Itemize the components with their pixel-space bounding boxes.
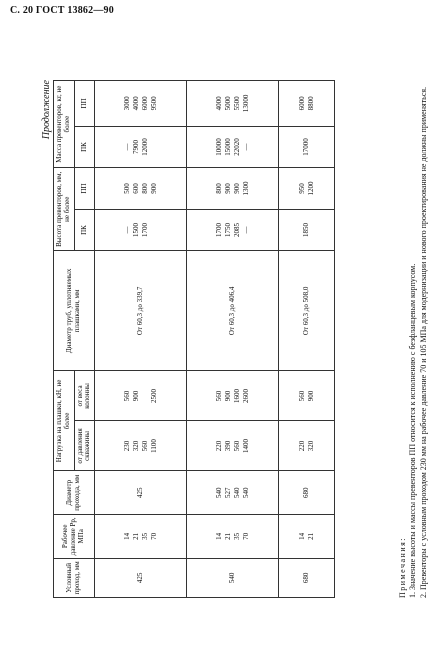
cell-line: 800: [140, 183, 149, 194]
cell-line: 2600: [241, 388, 250, 403]
cell-line: 14: [298, 532, 307, 540]
cell-line: 1750: [224, 223, 233, 238]
cell-line: 900: [132, 390, 141, 402]
cell-line: 35: [232, 532, 241, 540]
cell-line: 70: [149, 532, 158, 540]
cell-line: 14: [123, 532, 132, 540]
cell-line: [141, 372, 150, 419]
cell-passage: 680: [279, 471, 335, 515]
cell-line: 900: [306, 390, 315, 402]
cell-line: 2085: [232, 223, 241, 238]
cell-line: 560: [298, 390, 307, 402]
table-row: [187, 81, 279, 598]
header-mass-pk: ПК: [74, 126, 95, 167]
cell-load-weight: [187, 371, 279, 421]
cell-mass-pk: [187, 126, 279, 167]
cell-passage: [187, 471, 279, 515]
cell-pipe-diameter: От 60,3 до 508,0: [279, 251, 335, 371]
cell-pressure: [279, 515, 335, 559]
cell-line: 3000: [123, 96, 132, 111]
cell-line: 9500: [149, 96, 158, 111]
cell-line: 950: [298, 183, 307, 194]
cell-pressure: [95, 515, 187, 559]
header-passage: Диаметр прохода, мм: [54, 471, 95, 515]
cell-line: 1500: [132, 223, 141, 238]
cell-height-pp: [95, 168, 187, 209]
header-pressure: Рабочее давление Рр, МПа: [54, 515, 95, 559]
header-height-group: Высота превенторов, мм, не более: [54, 168, 75, 251]
cell-line: 1700: [140, 223, 149, 238]
cell-line: 4000: [215, 96, 224, 111]
header-load-weight: от веса колонны: [74, 371, 95, 421]
note-1: 1. Значение высоты и массы превенторов ПП относится к исполнению с безфланцевым корпусом.: [408, 263, 418, 598]
cell-mass-pp: [95, 81, 187, 127]
cell-line: 527: [224, 487, 233, 498]
cell-line: 900: [224, 390, 233, 402]
table-row: [279, 81, 335, 598]
cell-line: 390: [224, 440, 233, 452]
cell-line: 220: [298, 440, 307, 452]
cell-bore: 540: [187, 558, 279, 597]
cell-line: —: [241, 143, 250, 151]
page-header: С. 20 ГОСТ 13862—90: [10, 5, 114, 16]
cell-line: 8800: [306, 96, 315, 111]
cell-height-pp: [279, 168, 335, 209]
cell-pipe-diameter: От 60,3 до 406,4: [187, 251, 279, 371]
cell-line: 6000: [298, 96, 307, 111]
cell-line: 10000: [215, 138, 224, 156]
cell-line: 1100: [149, 439, 158, 453]
cell-line: 1600: [232, 388, 241, 403]
cell-line: 560: [140, 440, 149, 452]
cell-passage: 425: [95, 471, 187, 515]
header-load-pressure: от давления скважины: [74, 421, 95, 471]
continuation-label: Продолжение: [41, 80, 52, 140]
cell-line: 5500: [232, 96, 241, 111]
cell-line: [150, 211, 159, 249]
cell-line: [150, 128, 159, 166]
cell-line: 540: [241, 487, 250, 498]
cell-line: —: [123, 143, 132, 151]
cell-line: 320: [132, 440, 141, 452]
cell-line: 4000: [132, 96, 141, 111]
cell-line: 1300: [241, 181, 250, 196]
cell-line: 7900: [132, 140, 141, 155]
cell-mass-pp: [187, 81, 279, 127]
cell-load-pressure: [279, 421, 335, 471]
header-pipe-diameter: Диаметр труб, уплотняемых плашками, мм: [54, 251, 95, 371]
cell-pipe-diameter: От 60,3 до 339,7: [95, 251, 187, 371]
cell-height-pk: [187, 209, 279, 250]
notes: [398, 80, 429, 598]
cell-line: 320: [306, 440, 315, 452]
cell-line: 900: [149, 183, 158, 194]
preventer-table: [53, 80, 335, 598]
cell-line: 560: [215, 390, 224, 402]
cell-line: 900: [232, 183, 241, 194]
cell-line: 1400: [241, 438, 250, 453]
cell-line: 21: [132, 532, 141, 540]
cell-line: 900: [224, 183, 233, 194]
header-mass-pp: ПП: [74, 81, 95, 127]
cell-line: 560: [232, 440, 241, 452]
cell-line: 15000: [224, 138, 233, 156]
cell-line: 540: [215, 487, 224, 498]
cell-line: 2500: [149, 388, 158, 403]
cell-mass-pk: [279, 126, 335, 167]
cell-bore: 425: [95, 558, 187, 597]
cell-line: 1200: [306, 181, 315, 196]
cell-load-pressure: [95, 421, 187, 471]
notes-title: Примечания:: [398, 536, 407, 598]
cell-line: 6000: [140, 96, 149, 111]
cell-line: 230: [123, 440, 132, 452]
cell-pressure: [187, 515, 279, 559]
cell-line: 17000: [302, 138, 311, 156]
cell-height-pk: [95, 209, 187, 250]
cell-line: 1700: [215, 223, 224, 238]
cell-line: 1850: [302, 223, 311, 238]
cell-line: 600: [132, 183, 141, 194]
cell-line: —: [241, 226, 250, 234]
cell-line: 500: [123, 183, 132, 194]
table-row: [95, 81, 187, 598]
cell-line: 21: [224, 532, 233, 540]
cell-line: 14: [215, 532, 224, 540]
header-mass-group: Масса превенторов, кг, не более: [54, 81, 75, 168]
header-height-pk: ПК: [74, 209, 95, 250]
note-2: 2. Превенторы с условным проходом 230 мм на рабочее давление 70 и 105 МПа для модернизации и нового проектирования не должны применяться.: [418, 86, 428, 598]
cell-load-weight: [95, 371, 187, 421]
cell-load-weight: [279, 371, 335, 421]
cell-line: 5000: [224, 96, 233, 111]
cell-line: 220: [215, 440, 224, 452]
cell-height-pp: [187, 168, 279, 209]
cell-mass-pk: [95, 126, 187, 167]
cell-line: 560: [123, 390, 132, 402]
header-height-pp: ПП: [74, 168, 95, 209]
cell-height-pk: [279, 209, 335, 250]
cell-line: 540: [232, 487, 241, 498]
cell-line: 21: [306, 532, 315, 540]
cell-line: 22020: [232, 138, 241, 156]
cell-bore: 680: [279, 558, 335, 597]
cell-line: 800: [215, 183, 224, 194]
cell-load-pressure: [187, 421, 279, 471]
cell-line: —: [123, 226, 132, 234]
header-load-group: Нагрузка на плашки, кН, не более: [54, 371, 75, 471]
header-bore: Условный проход, мм: [54, 558, 95, 597]
cell-mass-pp: [279, 81, 335, 127]
rotated-content: [41, 80, 428, 598]
cell-line: 13000: [241, 94, 250, 113]
cell-line: 70: [241, 532, 250, 540]
cell-line: 35: [140, 532, 149, 540]
cell-line: 12000: [140, 138, 149, 156]
